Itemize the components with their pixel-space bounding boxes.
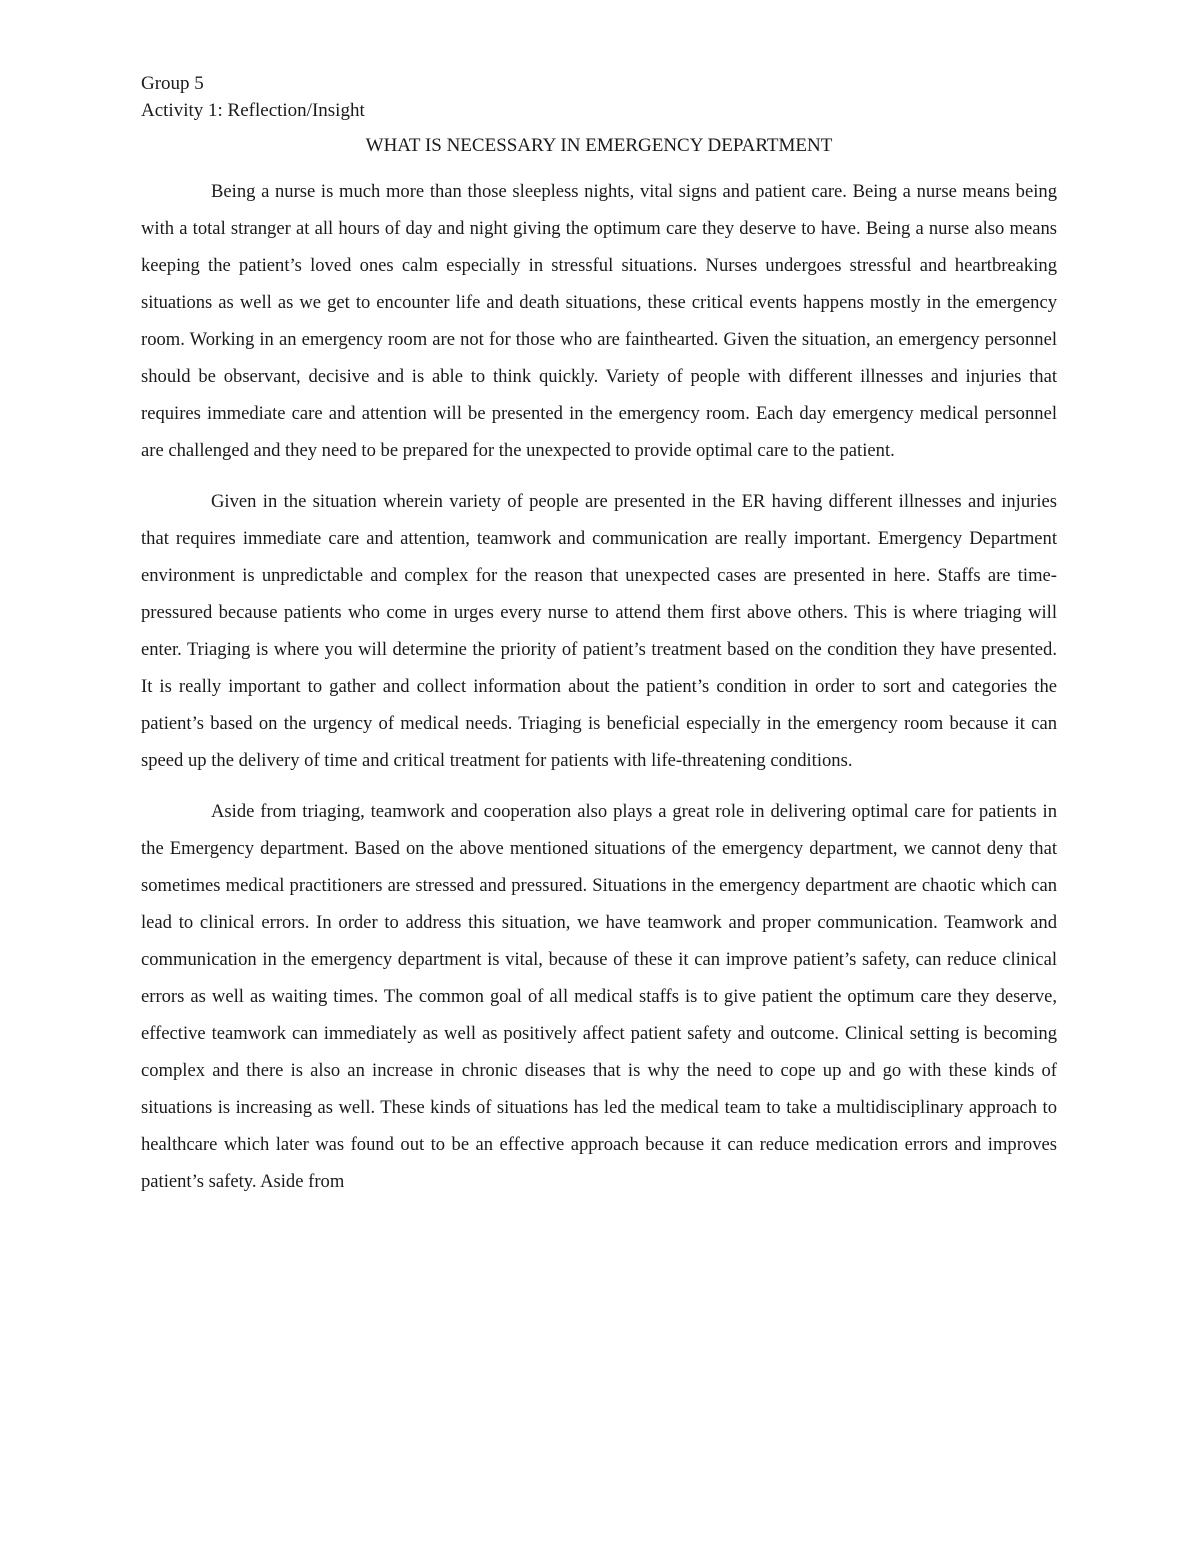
paragraph-3: Aside from triaging, teamwork and cooperation also plays a great role in delivering optimal care for patients in the Emergency department. Based on the above mentioned situations of the emergency department, we cannot deny that sometimes medical practitioners are stressed and pressured. Situations in the emergency department are chaotic which can lead to clinical errors. In order to address this situation, we have teamwork and proper communication. Teamwork and communication in the emergency department is vital, because of these it can improve patient’s safety, can reduce clinical errors as well as waiting times. The common goal of all medical staffs is to give patient the optimum care they deserve, effective teamwork can immediately as well as positively affect patient safety and outcome. Clinical setting is becoming complex and there is also an increase in chronic diseases that is why the need to cope up and go with these kinds of situations is increasing as well. These kinds of situations has led the medical team to take a multidisciplinary approach to healthcare which later was found out to be an effective approach because it can reduce medication errors and improves patient’s safety. Aside from <box>141 801 1057 1192</box>
document-title: WHAT IS NECESSARY IN EMERGENCY DEPARTMENT <box>365 135 833 156</box>
paragraph-1: Being a nurse is much more than those sleepless nights, vital signs and patient care. Being a nurse means being with a total stranger at all hours of day and night giving the optimum care they deserve to have. Being a nurse also means keeping the patient’s loved ones calm especially in stressful situations. Nurses undergoes stressful and heartbreaking situations as well as we get to encounter life and death situations, these critical events happens mostly in the emergency room. Working in an emergency room are not for those who are fainthearted. Given the situation, an emergency personnel should be observant, decisive and is able to think quickly. Variety of people with different illnesses and injuries that requires immediate care and attention will be presented in the emergency room. Each day emergency medical personnel are challenged and they need to be prepared for the unexpected to provide optimal care to the patient. <box>141 181 1057 461</box>
activity-label: Activity 1: Reflection/Insight <box>141 100 365 121</box>
document-body <box>141 70 1057 1214</box>
group-label: Group 5 <box>141 73 204 94</box>
paragraph-2: Given in the situation wherein variety of people are presented in the ER having different illnesses and injuries that requires immediate care and attention, teamwork and communication are really important. Emergency Department environment is unpredictable and complex for the reason that unexpected cases are presented in here. Staffs are time-pressured because patients who come in urges every nurse to attend them first above others. This is where triaging will enter. Triaging is where you will determine the priority of patient’s treatment based on the condition they have presented. It is really important to gather and collect information about the patient’s condition in order to sort and categories the patient’s based on the urgency of medical needs. Triaging is beneficial especially in the emergency room because it can speed up the delivery of time and critical treatment for patients with life-threatening conditions. <box>141 491 1057 771</box>
